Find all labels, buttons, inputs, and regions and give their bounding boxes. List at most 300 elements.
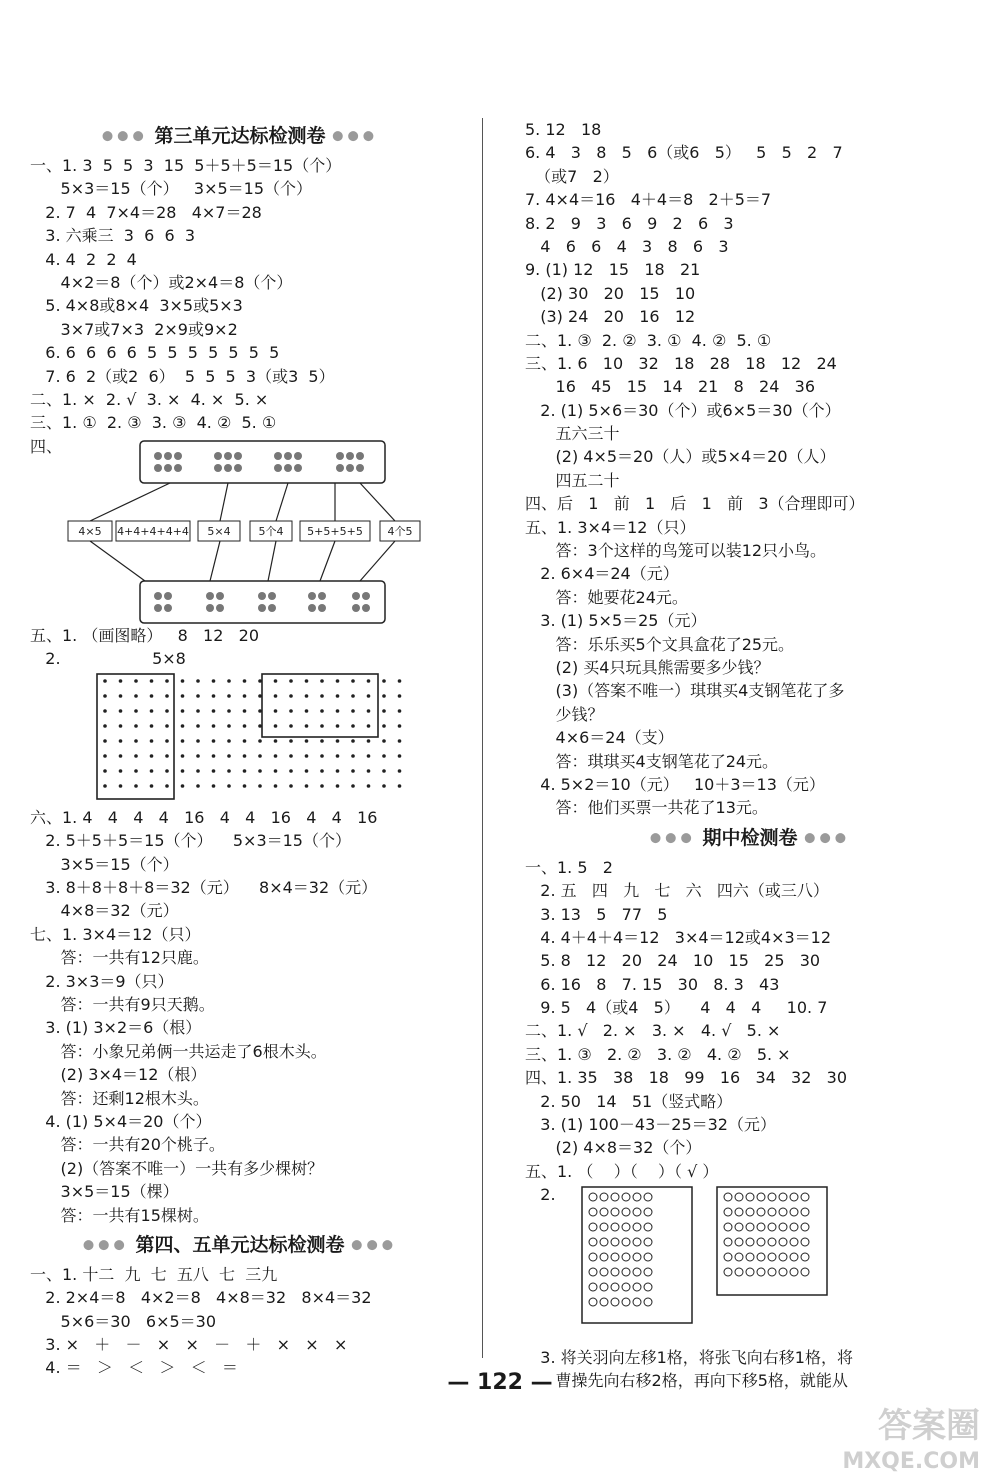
grid-dot bbox=[398, 754, 402, 758]
grid-dot bbox=[165, 724, 169, 728]
grid-dot bbox=[382, 694, 386, 698]
circle-mark bbox=[633, 1238, 641, 1246]
grid-dot bbox=[227, 769, 231, 773]
circle-array-box bbox=[717, 1187, 827, 1295]
answer-line: 五六三十 bbox=[525, 424, 620, 444]
grid-dot bbox=[258, 739, 262, 743]
diagram-label: 4×5 bbox=[78, 525, 102, 539]
circle-mark bbox=[611, 1238, 619, 1246]
grid-dot bbox=[103, 679, 107, 683]
answer-line: 4×2＝8（个）或2×4＝8（个） bbox=[30, 272, 293, 292]
circle-mark bbox=[724, 1268, 732, 1276]
grid-dot bbox=[243, 769, 247, 773]
circle-mark bbox=[622, 1193, 630, 1201]
grid-dot bbox=[150, 709, 154, 713]
answer-line: 答：一共有15棵树。 bbox=[30, 1205, 209, 1225]
grid-dot bbox=[150, 784, 154, 788]
answer-line: 6. 16 8 7. 15 30 8. 3 43 bbox=[525, 974, 780, 994]
answer-line: 3. (1) 100－43－25＝32（元） bbox=[525, 1115, 776, 1135]
grid-dot bbox=[165, 709, 169, 713]
circle-mark bbox=[600, 1268, 608, 1276]
grid-dot bbox=[367, 679, 371, 683]
grid-dot bbox=[258, 754, 262, 758]
grid-dot bbox=[103, 754, 107, 758]
answer-line: 2. 5＋5＋5＝15（个） 5×3＝15（个） bbox=[30, 831, 351, 851]
grid-dot bbox=[243, 784, 247, 788]
circle-mark bbox=[779, 1253, 787, 1261]
circle-mark bbox=[746, 1193, 754, 1201]
grid-dot bbox=[367, 739, 371, 743]
answer-line: (3) 24 20 16 12 bbox=[525, 307, 696, 327]
grid-dot bbox=[150, 724, 154, 728]
answer-line: 答：琪琪买4支钢笔花了24元。 bbox=[525, 751, 779, 771]
circle-mark bbox=[633, 1208, 641, 1216]
grid-dot bbox=[258, 694, 262, 698]
answer-line: 5. 12 18 bbox=[525, 120, 602, 139]
circle-mark bbox=[746, 1223, 754, 1231]
grid-dot bbox=[305, 754, 309, 758]
circle-mark bbox=[724, 1253, 732, 1261]
fruit-group-icon bbox=[154, 592, 370, 612]
grid-dot bbox=[258, 784, 262, 788]
answer-line: 3. 8＋8＋8＋8＝32（元） 8×4＝32（元） bbox=[30, 878, 378, 898]
circle-mark bbox=[644, 1268, 652, 1276]
circle-mark bbox=[589, 1223, 597, 1231]
answer-line: 答：一共有12只鹿。 bbox=[30, 948, 209, 968]
circle-mark bbox=[622, 1223, 630, 1231]
grid-dot bbox=[196, 784, 200, 788]
grid-dot bbox=[274, 694, 278, 698]
grid-dot bbox=[150, 679, 154, 683]
grid-dot bbox=[243, 679, 247, 683]
circle-mark bbox=[757, 1208, 765, 1216]
circle-mark bbox=[768, 1238, 776, 1246]
grid-dot bbox=[382, 724, 386, 728]
answer-line: 四、1. 35 38 18 99 16 34 32 30 bbox=[525, 1068, 848, 1088]
circle-arrays-svg bbox=[525, 1185, 975, 1325]
answer-line: 三、1. 6 10 32 18 28 18 12 24 bbox=[525, 353, 837, 373]
grid-dot bbox=[351, 724, 355, 728]
answer-line: (2) 30 20 15 10 bbox=[525, 283, 696, 303]
grid-dot bbox=[196, 769, 200, 773]
page-number: — 122 — bbox=[447, 1370, 553, 1395]
grid-dot bbox=[320, 694, 324, 698]
grid-dot bbox=[212, 754, 216, 758]
grid-dot bbox=[258, 709, 262, 713]
grid-dot bbox=[212, 724, 216, 728]
answer-line: 2. 2×4＝8 4×2＝8 4×8＝32 8×4＝32 bbox=[30, 1288, 372, 1308]
grid-dot bbox=[119, 754, 123, 758]
answer-line: (2) 4×5＝20（人）或5×4＝20（人） bbox=[525, 447, 836, 467]
circle-mark bbox=[768, 1253, 776, 1261]
grid-dot bbox=[181, 739, 185, 743]
circle-mark bbox=[589, 1268, 597, 1276]
circle-mark bbox=[790, 1208, 798, 1216]
grid-dot bbox=[119, 709, 123, 713]
dot-grid-figure bbox=[30, 671, 450, 766]
grid-dot bbox=[212, 679, 216, 683]
answer-line: 4. (1) 5×4＝20（个） bbox=[30, 1111, 212, 1131]
dot-grid-svg bbox=[30, 671, 450, 806]
grid-dot bbox=[134, 694, 138, 698]
answer-line: 3. 六乘三 3 6 6 3 bbox=[30, 226, 196, 246]
circle-mark bbox=[746, 1253, 754, 1261]
grid-dot bbox=[320, 724, 324, 728]
grid-dot bbox=[243, 709, 247, 713]
decor-dots-icon: ●●● bbox=[351, 1237, 398, 1253]
circle-mark bbox=[757, 1253, 765, 1261]
grid-dot bbox=[227, 709, 231, 713]
circle-mark bbox=[633, 1283, 641, 1291]
grid-dot bbox=[274, 724, 278, 728]
grid-dot bbox=[336, 784, 340, 788]
grid-dot bbox=[103, 724, 107, 728]
circle-mark bbox=[589, 1253, 597, 1261]
circle-mark bbox=[757, 1193, 765, 1201]
circle-mark bbox=[768, 1193, 776, 1201]
circle-mark bbox=[779, 1208, 787, 1216]
grid-dot bbox=[336, 754, 340, 758]
grid-dot bbox=[351, 694, 355, 698]
answer-line: 六、1. 4 4 4 4 16 4 4 16 4 4 16 bbox=[30, 807, 378, 827]
circle-mark bbox=[622, 1298, 630, 1306]
circle-mark bbox=[611, 1268, 619, 1276]
grid-dot bbox=[134, 724, 138, 728]
grid-dot bbox=[212, 739, 216, 743]
answer-line: (2) 4×8＝32（个） bbox=[525, 1138, 702, 1158]
fruit-group-icon bbox=[154, 452, 364, 472]
grid-dot bbox=[367, 709, 371, 713]
circle-mark bbox=[633, 1298, 641, 1306]
circle-mark bbox=[600, 1253, 608, 1261]
grid-dot bbox=[181, 679, 185, 683]
circle-mark bbox=[779, 1238, 787, 1246]
grid-dot bbox=[367, 724, 371, 728]
answer-line: 8. 2 9 3 6 9 2 6 3 bbox=[525, 213, 734, 233]
grid-dot bbox=[320, 709, 324, 713]
answer-line: 5. 4×8或8×4 3×5或5×3 bbox=[30, 296, 243, 316]
circle-mark bbox=[746, 1238, 754, 1246]
grid-dot bbox=[181, 784, 185, 788]
circle-mark bbox=[644, 1253, 652, 1261]
circle-mark bbox=[644, 1283, 652, 1291]
diagram-label: 4个5 bbox=[387, 525, 413, 539]
grid-dot bbox=[289, 754, 293, 758]
grid-dot bbox=[351, 754, 355, 758]
section-title-unit45: ●●● 第四、五单元达标检测卷 ●●● bbox=[82, 1233, 398, 1256]
answer-line: 4. 4＋4＋4＝12 3×4＝12或4×3＝12 bbox=[525, 927, 832, 947]
dot-rectangle bbox=[97, 674, 174, 799]
circle-mark bbox=[611, 1193, 619, 1201]
grid-dot bbox=[181, 769, 185, 773]
circle-mark bbox=[724, 1193, 732, 1201]
circle-mark bbox=[768, 1268, 776, 1276]
grid-dot bbox=[134, 679, 138, 683]
circle-mark bbox=[589, 1298, 597, 1306]
answer-line: 3×5＝15（个） bbox=[30, 854, 179, 874]
answer-line: 4 6 6 4 3 8 6 3 bbox=[525, 236, 729, 256]
answer-line: 4. ＝ ＞ ＜ ＞ ＜ ＝ bbox=[30, 1358, 238, 1378]
circle-mark bbox=[622, 1283, 630, 1291]
grid-dot bbox=[181, 694, 185, 698]
answer-line: 6. 4 3 8 5 6（或6 5） 5 5 2 7 bbox=[525, 143, 843, 163]
answer-line: 3. × ＋ － × × － ＋ × × × bbox=[30, 1335, 348, 1355]
grid-dot bbox=[181, 709, 185, 713]
grid-dot bbox=[119, 694, 123, 698]
grid-dot bbox=[274, 709, 278, 713]
circle-mark bbox=[644, 1193, 652, 1201]
circle-mark bbox=[801, 1193, 809, 1201]
grid-dot bbox=[289, 679, 293, 683]
circle-mark bbox=[600, 1283, 608, 1291]
grid-dot bbox=[103, 769, 107, 773]
grid-dot bbox=[165, 694, 169, 698]
grid-dot bbox=[150, 694, 154, 698]
grid-dot bbox=[212, 769, 216, 773]
circle-mark bbox=[611, 1283, 619, 1291]
circle-mark bbox=[589, 1283, 597, 1291]
answer-line: 答：他们买票一共花了13元。 bbox=[525, 798, 768, 818]
circle-mark bbox=[600, 1238, 608, 1246]
grid-dot bbox=[320, 784, 324, 788]
grid-dot bbox=[336, 769, 340, 773]
circle-mark bbox=[589, 1193, 597, 1201]
answer-line: (3)（答案不唯一）琪琪买4支钢笔花了多 bbox=[525, 681, 845, 701]
grid-dot bbox=[150, 769, 154, 773]
answer-line: 2. 6×4＝24（元） bbox=[525, 564, 679, 584]
grid-dot bbox=[382, 679, 386, 683]
circle-mark bbox=[622, 1208, 630, 1216]
decor-dots-icon: ●●● bbox=[82, 1237, 129, 1253]
answer-line: 3×7或7×3 2×9或9×2 bbox=[30, 319, 238, 339]
top-fruit-box bbox=[140, 441, 385, 483]
circle-mark bbox=[779, 1268, 787, 1276]
right-column bbox=[525, 118, 975, 1392]
grid-dot bbox=[243, 739, 247, 743]
grid-dot bbox=[119, 679, 123, 683]
grid-dot bbox=[119, 739, 123, 743]
answer-line: 7. 4×4＝16 4＋4＝8 2＋5＝7 bbox=[525, 190, 772, 210]
grid-dot bbox=[119, 784, 123, 788]
circle-mark bbox=[644, 1223, 652, 1231]
decor-dots-icon: ●●● bbox=[649, 830, 696, 846]
circle-mark bbox=[622, 1238, 630, 1246]
grid-dot bbox=[165, 739, 169, 743]
circle-mark bbox=[724, 1238, 732, 1246]
decor-dots-icon: ●●● bbox=[332, 128, 379, 144]
circle-mark bbox=[801, 1238, 809, 1246]
answer-line: 二、1. √ 2. × 3. × 4. √ 5. × bbox=[525, 1021, 781, 1041]
answer-line: （或7 2） bbox=[525, 166, 619, 186]
circle-mark bbox=[622, 1253, 630, 1261]
answer-line: (2) 买4只玩具熊需要多少钱？ bbox=[525, 657, 770, 677]
grid-dot bbox=[227, 724, 231, 728]
answer-line: 4. 5×2＝10（元） 10＋3＝13（元） bbox=[525, 774, 825, 794]
circle-mark bbox=[633, 1268, 641, 1276]
grid-dot bbox=[196, 724, 200, 728]
grid-dot bbox=[103, 784, 107, 788]
answer-line: 2. 50 14 51（竖式略） bbox=[525, 1091, 733, 1111]
grid-dot bbox=[243, 694, 247, 698]
circle-mark bbox=[746, 1268, 754, 1276]
circle-mark bbox=[600, 1193, 608, 1201]
grid-dot bbox=[196, 709, 200, 713]
grid-dot bbox=[320, 679, 324, 683]
answer-line: 5×3＝15（个） 3×5＝15（个） bbox=[30, 179, 313, 199]
answer-line: 二、1. × 2. √ 3. × 4. × 5. × bbox=[30, 389, 269, 409]
grid-dot bbox=[227, 784, 231, 788]
circle-mark bbox=[801, 1268, 809, 1276]
circle-mark bbox=[633, 1223, 641, 1231]
answer-line: 二、1. ③ 2. ② 3. ① 4. ② 5. ① bbox=[525, 330, 772, 350]
circle-mark bbox=[735, 1253, 743, 1261]
grid-dot bbox=[305, 784, 309, 788]
grid-dot bbox=[398, 739, 402, 743]
circle-mark bbox=[611, 1253, 619, 1261]
answer-line: 5. 8 12 20 24 10 15 25 30 bbox=[525, 951, 821, 971]
answer-line: 3. 13 5 77 5 bbox=[525, 904, 668, 924]
grid-dot bbox=[320, 754, 324, 758]
grid-dot bbox=[398, 784, 402, 788]
circle-mark bbox=[724, 1223, 732, 1231]
answer-line: 答：她要花24元。 bbox=[525, 587, 688, 607]
circle-mark bbox=[600, 1208, 608, 1216]
grid-dot bbox=[165, 769, 169, 773]
grid-dot bbox=[367, 694, 371, 698]
grid-dot bbox=[351, 784, 355, 788]
grid-dot bbox=[212, 784, 216, 788]
answer-line: 一、1. 3 5 5 3 15 5＋5＋5＝15（个） bbox=[30, 156, 342, 175]
grid-dot bbox=[196, 754, 200, 758]
section-title-midterm: ●●● 期中检测卷 ●●● bbox=[649, 826, 851, 849]
circle-mark bbox=[757, 1238, 765, 1246]
grid-dot bbox=[398, 679, 402, 683]
diagram-label: 4+4+4+4+4 bbox=[117, 525, 189, 539]
grid-dot bbox=[119, 724, 123, 728]
grid-dot bbox=[274, 784, 278, 788]
circle-mark bbox=[768, 1223, 776, 1231]
grid-dot bbox=[196, 739, 200, 743]
grid-dot bbox=[336, 724, 340, 728]
grid-dot bbox=[212, 694, 216, 698]
answer-line: 五、1. （ ）（ ）（ √ ） bbox=[525, 1161, 719, 1181]
circle-mark bbox=[757, 1223, 765, 1231]
grid-dot bbox=[305, 709, 309, 713]
grid-dot bbox=[289, 739, 293, 743]
circle-mark bbox=[735, 1208, 743, 1216]
grid-dot bbox=[165, 754, 169, 758]
grid-dot bbox=[382, 754, 386, 758]
answer-line: 少钱？ bbox=[525, 704, 604, 724]
grid-dot bbox=[134, 784, 138, 788]
grid-dot bbox=[181, 754, 185, 758]
circle-mark bbox=[633, 1253, 641, 1261]
grid-dot bbox=[305, 739, 309, 743]
grid-dot bbox=[289, 724, 293, 728]
grid-dot bbox=[243, 754, 247, 758]
grid-dot bbox=[181, 724, 185, 728]
answer-line: 五、1. 3×4＝12（只） bbox=[525, 517, 696, 537]
grid-dot bbox=[305, 694, 309, 698]
circle-mark bbox=[801, 1253, 809, 1261]
grid-dot bbox=[103, 709, 107, 713]
grid-dot bbox=[258, 769, 262, 773]
grid-dot bbox=[119, 769, 123, 773]
left-column bbox=[30, 118, 450, 1380]
grid-dot bbox=[398, 724, 402, 728]
grid-dot bbox=[103, 739, 107, 743]
answer-line: 答：3个这样的鸟笼可以装12只小鸟。 bbox=[525, 541, 827, 561]
circle-mark bbox=[779, 1223, 787, 1231]
circle-mark bbox=[611, 1208, 619, 1216]
circle-mark bbox=[644, 1238, 652, 1246]
circle-mark bbox=[790, 1223, 798, 1231]
answer-line: 五、1. （画图略） 8 12 20 bbox=[30, 626, 260, 646]
answer-line: (2) 3×4＝12（根） bbox=[30, 1065, 207, 1085]
circle-mark bbox=[768, 1208, 776, 1216]
answer-line: 一、1. 5 2 bbox=[525, 857, 613, 877]
grid-dot bbox=[289, 784, 293, 788]
answer-line: (2)（答案不唯一）一共有多少棵树？ bbox=[30, 1158, 324, 1178]
grid-dot bbox=[227, 754, 231, 758]
answer-line: 答：还剩12根木头。 bbox=[30, 1088, 209, 1108]
answer-line: 4. 4 2 2 4 bbox=[30, 249, 137, 269]
grid-dot bbox=[305, 679, 309, 683]
grid-dot bbox=[289, 694, 293, 698]
grid-dot bbox=[382, 739, 386, 743]
answer-line: 4×8＝32（元） bbox=[30, 901, 179, 921]
circle-arrays-figure bbox=[525, 1207, 975, 1332]
grid-dot bbox=[336, 679, 340, 683]
circle-mark bbox=[790, 1253, 798, 1261]
circle-mark bbox=[600, 1223, 608, 1231]
grid-dot bbox=[165, 679, 169, 683]
grid-dot bbox=[336, 694, 340, 698]
grid-dot bbox=[134, 754, 138, 758]
answer-line: 一、1. 十二 九 七 五八 七 三九 bbox=[30, 1264, 278, 1284]
dot-rectangle bbox=[262, 674, 378, 737]
circle-mark bbox=[622, 1268, 630, 1276]
grid-dot bbox=[196, 694, 200, 698]
grid-dot bbox=[243, 724, 247, 728]
grid-dot bbox=[227, 694, 231, 698]
diagram-label: 5+5+5+5 bbox=[307, 525, 363, 539]
grid-dot bbox=[351, 739, 355, 743]
circle-mark bbox=[633, 1193, 641, 1201]
grid-dot bbox=[258, 679, 262, 683]
grid-dot bbox=[336, 739, 340, 743]
answer-line: 三、1. ① 2. ③ 3. ③ 4. ② 5. ① bbox=[30, 413, 277, 433]
grid-dot bbox=[398, 709, 402, 713]
circle-mark bbox=[790, 1238, 798, 1246]
circle-mark bbox=[589, 1208, 597, 1216]
circle-mark bbox=[757, 1268, 765, 1276]
grid-dot bbox=[398, 694, 402, 698]
grid-dot bbox=[134, 739, 138, 743]
grid-dot bbox=[351, 679, 355, 683]
decor-dots-icon: ●●● bbox=[804, 830, 851, 846]
circle-mark bbox=[790, 1268, 798, 1276]
answer-line: 2. 5×8 bbox=[30, 649, 186, 669]
grid-dot bbox=[274, 739, 278, 743]
grid-dot bbox=[367, 754, 371, 758]
grid-dot bbox=[134, 769, 138, 773]
watermark-logo: 答案圈 MXQE.COM bbox=[842, 1406, 980, 1474]
grid-dot bbox=[227, 739, 231, 743]
grid-dot bbox=[134, 709, 138, 713]
bottom-fruit-box bbox=[140, 581, 385, 623]
answer-line: 3. (1) 3×2＝6（根） bbox=[30, 1018, 202, 1038]
